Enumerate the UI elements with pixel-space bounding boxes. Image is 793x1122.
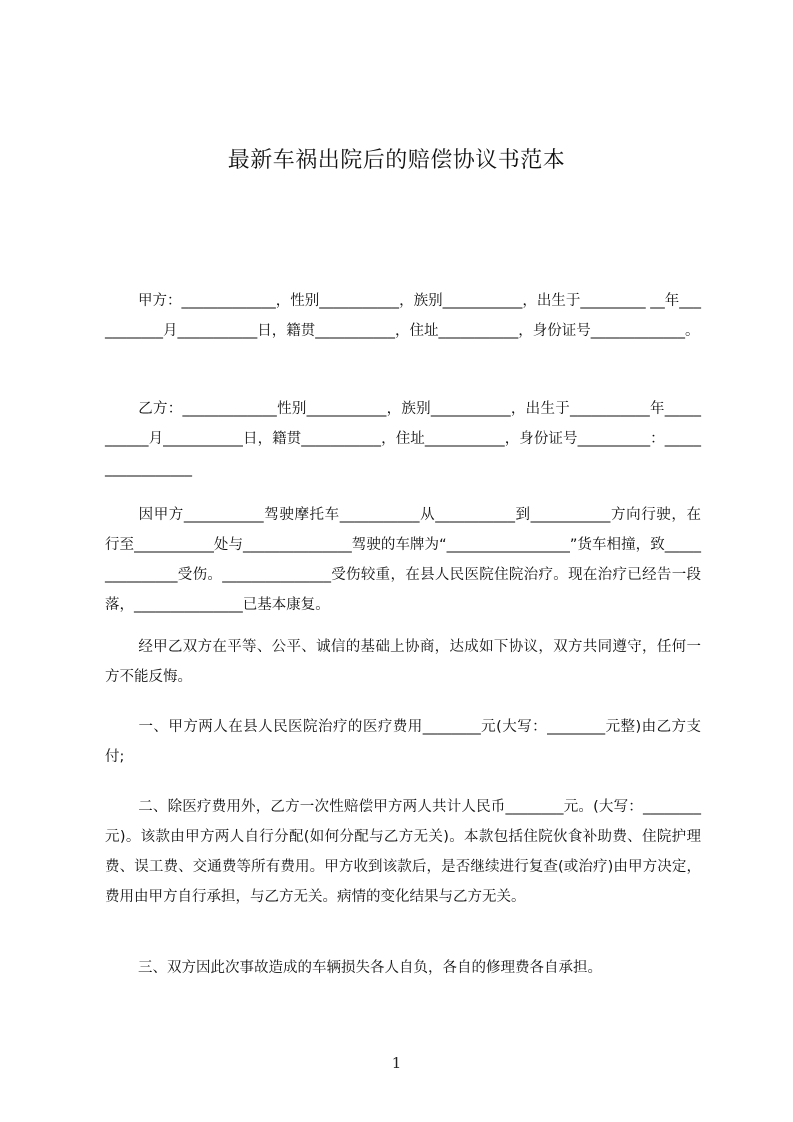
clause-three-paragraph xyxy=(105,953,701,983)
party-b-text: 乙方：_____________性别___________，族别___________，出生于___________年___________月___________日，籍贯___________，住址___________，身份证号__________：_________________ xyxy=(105,401,701,477)
party-b-paragraph xyxy=(105,394,701,484)
clause-three-text: 三、双方因此次事故造成的车辆损失各人自负，各自的修理费各自承担。 xyxy=(138,960,602,976)
clause-one-paragraph xyxy=(105,712,701,772)
accident-text: 因甲方___________驾驶摩托车___________从___________到___________方向行驶，在行至___________处与_______________驾驶的车牌为“_________________”货车相撞，致_______________受伤。_______________受伤较重，在县人民医院住院治疗。现在治疗已经告一段落，_______________已基本康复。 xyxy=(105,507,701,613)
clause-two-paragraph xyxy=(105,792,701,912)
party-a-text: 甲方：_____________，性别___________，族别___________，出生于_________ __年___________月___________日，籍贯___________，住址___________，身份证号_____________。 xyxy=(105,293,701,339)
agreement-text: 经甲乙双方在平等、公平、诚信的基础上协商，达成如下协议，双方共同遵守，任何一方不能反悔。 xyxy=(105,639,701,685)
document-title: 最新车祸出院后的赔偿协议书范本 xyxy=(227,148,566,173)
clause-one-text: 一、甲方两人在县人民医院治疗的医疗费用________元(大写：________元整)由乙方支付; xyxy=(105,719,701,765)
page-number: 1 xyxy=(391,1054,402,1072)
agreement-paragraph xyxy=(105,632,701,692)
party-a-paragraph xyxy=(105,286,701,346)
accident-paragraph xyxy=(105,500,701,620)
clause-two-text: 二、除医疗费用外，乙方一次性赔偿甲方两人共计人民币________元。(大写：________元)。该款由甲方两人自行分配(如何分配与乙方无关)。本款包括住院伙食补助费、住院护理费、误工费、交通费等所有费用。甲方收到该款后，是否继续进行复查(或治疗)由甲方决定，费用由甲方自行承担，与乙方无关。病情的变化结果与乙方无关。 xyxy=(105,799,701,905)
